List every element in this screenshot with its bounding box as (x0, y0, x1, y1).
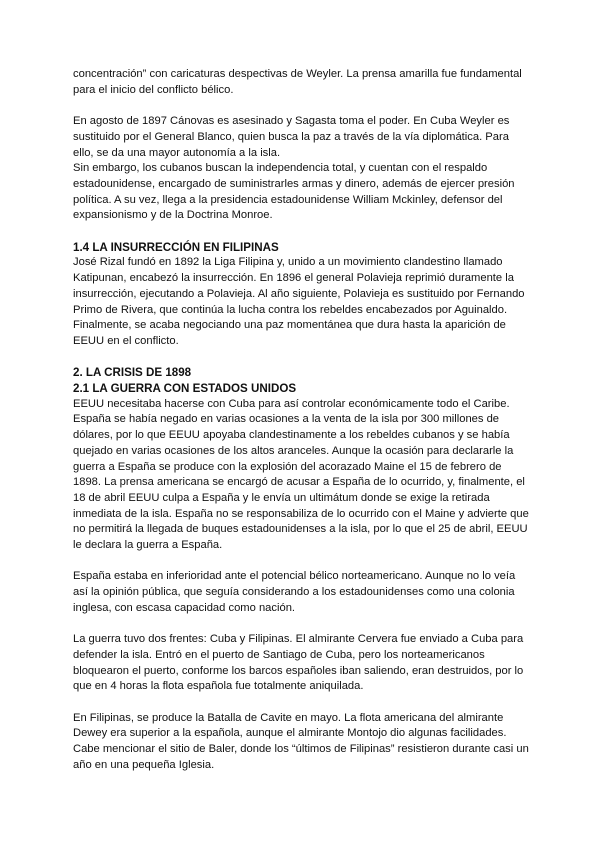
paragraph-jose-rizal (73, 255, 525, 349)
paragraph-prensa-amarilla (73, 67, 520, 98)
paragraph-inferioridad (73, 569, 520, 616)
paragraph-spacer (73, 695, 520, 711)
text-line: que en 4 horas la flota española fue totalmente aniquilada. (73, 680, 364, 693)
text-line: expansionismo y de la Doctrina Monroe. (73, 209, 273, 222)
text-line: insurrección, ejecutando a Polavieja. Al año siguiente, Polavieja es sustituido por Fernando (73, 287, 525, 300)
text-line: EEUU en el conflicto. (73, 334, 179, 347)
text-line: no permitirá la llegada de buques estadounidenses a la isla, por lo que el 25 de abril, EEUU (73, 523, 528, 536)
text-line: José Rizal fundó en 1892 la Liga Filipina y, unido a un movimiento clandestino llamado (73, 256, 503, 269)
paragraph-spacer (73, 554, 520, 570)
text-line: inglesa, con escasa capacidad como nación. (73, 601, 296, 614)
text-line: Cabe mencionar el sitio de Baler, donde los “últimos de Filipinas” resistieron durante casi un (73, 743, 529, 756)
paragraph-eeuu-cuba (73, 397, 529, 554)
text-line: inmediata de la isla. España no se responsabiliza de lo ocurrido con el Maine y advierte que (73, 507, 529, 520)
section-heading-crisis-1898: 2. LA CRISIS DE 1898 (73, 366, 192, 380)
text-line: Primo de Rivera, que continúa la lucha contra los rebeldes encabezados por Aguinaldo. (73, 303, 508, 316)
text-line: sustituido por el General Blanco, quien busca la paz a través de la vía diplomática. Para (73, 130, 509, 143)
text-line: 1898. La prensa americana se encargó de acusar a España de lo ocurrido, y, finalmente, el (73, 476, 525, 489)
text-line: ello, se da una mayor autonomía a la isla. (73, 146, 281, 159)
text-line: quejado en varias ocasiones de los altos aranceles. Aunque la ocasión para declararle la (73, 444, 514, 457)
text-line: En Filipinas, se produce la Batalla de Cavite en mayo. La flota americana del almirante (73, 711, 504, 724)
text-line: dólares, por lo que EEUU apoyaba clandestinamente a los rebeldes cubanos y se había (73, 429, 510, 442)
text-line: España se había negado en varias ocasiones a la venta de la isla por 300 millones de (73, 413, 500, 426)
text-line: año en una pequeña Iglesia. (73, 758, 215, 771)
paragraph-cavite (73, 711, 529, 774)
text-line: para el inicio del conflicto bélico. (73, 83, 234, 96)
text-line: bloquearon el puerto, conforme los barcos españoles iban saliendo, eran destruidos, por lo (73, 664, 524, 677)
paragraph-canovas (73, 114, 520, 224)
text-line: política. A su vez, llega a la presidencia estadounidense William Mckinley, defensor del (73, 193, 503, 206)
text-line: defender la isla. Entró en el puerto de Santiago de Cuba, pero los norteamericanos (73, 648, 485, 661)
text-line: 18 de abril EEUU culpa a España y le envía un ultimátum donde se exige la retirada (73, 491, 490, 504)
text-line: La guerra tuvo dos frentes: Cuba y Filipinas. El almirante Cervera fue enviado a Cuba para (73, 633, 524, 646)
text-line: Finalmente, se acaba negociando una paz momentánea que dura hasta la aparición de (73, 319, 506, 332)
text-line: EEUU necesitaba hacerse con Cuba para así controlar económicamente todo el Caribe. (73, 397, 510, 410)
section-heading-insurreccion-filipinas: 1.4 LA INSURRECCIÓN EN FILIPINAS (73, 240, 279, 254)
paragraph-spacer (73, 224, 520, 240)
paragraph-dos-frentes (73, 632, 524, 695)
text-line: concentración” con caricaturas despectivas de Weyler. La prensa amarilla fue fundamental (73, 68, 522, 80)
text-line: así la opinión pública, que seguía considerando a los estadounidenses como una colonia (73, 586, 515, 599)
section-heading-guerra-eeuu: 2.1 LA GUERRA CON ESTADOS UNIDOS (73, 382, 297, 396)
text-line: España estaba en inferioridad ante el potencial bélico norteamericano. Aunque no lo veía (73, 570, 516, 583)
paragraph-spacer (73, 350, 520, 366)
text-line: le declara la guerra a España. (73, 539, 223, 552)
text-line: Sin embargo, los cubanos buscan la independencia total, y cuentan con el respaldo (73, 162, 488, 175)
text-line: guerra a España se produce con la explosión del acorazado Maine el 15 de febrero de (73, 460, 502, 473)
paragraph-spacer (73, 98, 520, 114)
text-line: estadounidense, encargado de suministrarles armas y dinero, además de ejercer presión (73, 177, 515, 190)
text-line: En agosto de 1897 Cánovas es asesinado y Sagasta toma el poder. En Cuba Weyler es (73, 115, 510, 128)
text-line: Dewey era superior a la española, aunque el almirante Montojo dio algunas facilidades. (73, 727, 507, 740)
text-line: Katipunan, encabezó la insurrección. En 1896 el general Polavieja reprimió duramente la (73, 272, 514, 285)
paragraph-spacer (73, 617, 520, 633)
